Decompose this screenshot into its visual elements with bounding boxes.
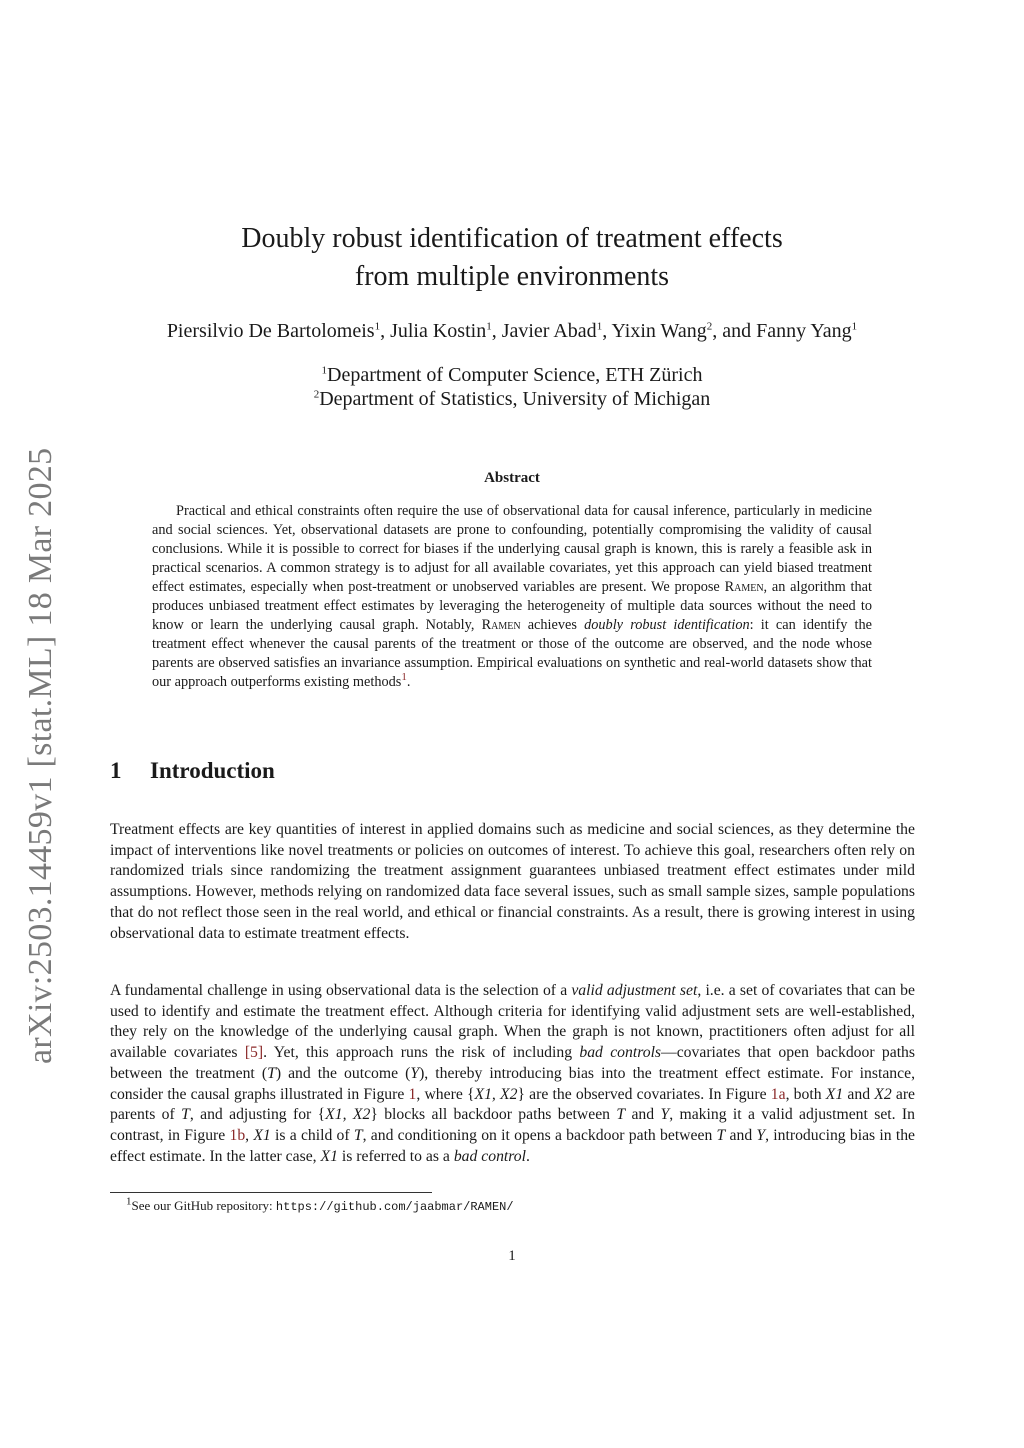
author-name: Javier Abad bbox=[501, 320, 597, 342]
affiliation-2: $^2$Department of Statistics, University of Michigan bbox=[313, 388, 711, 410]
method-name: Ramen bbox=[724, 579, 764, 595]
author-name: Julia Kostin bbox=[390, 320, 487, 342]
affiliation-1: $^1$Department of Computer Science, ETH Zürich bbox=[321, 364, 703, 386]
method-name: Ramen bbox=[481, 617, 521, 633]
figure-link[interactable]: 1b bbox=[229, 1126, 246, 1144]
footnote-link[interactable]: 1 bbox=[401, 671, 407, 684]
author-name: Piersilvio De Bartolomeis bbox=[166, 320, 375, 342]
author-list: Piersilvio De Bartolomeis$^1$, Julia Kostin$^1$, Javier Abad$^1$, Yixin Wang$^2$, and Fanny Yang$^1$ bbox=[166, 320, 858, 342]
section-heading: 1 Introduction bbox=[110, 758, 275, 783]
footnote: $^1$See our GitHub repository: https://github.com/jaabmar/RAMEN/ bbox=[126, 1195, 514, 1214]
footnote-divider bbox=[110, 1192, 432, 1193]
figure-link[interactable]: 1a bbox=[770, 1085, 786, 1103]
github-url-link[interactable]: https://github.com/jaabmar/RAMEN/ bbox=[275, 1200, 514, 1214]
figure-link[interactable]: 1 bbox=[408, 1085, 417, 1103]
arxiv-identifier: arXiv:2503.14459v1 [stat.ML] 18 Mar 2025 bbox=[22, 447, 59, 1064]
title-line-2: from multiple environments bbox=[354, 261, 670, 292]
page-number: 1 bbox=[508, 1248, 516, 1264]
author-name: Fanny Yang bbox=[756, 320, 852, 342]
title-line-1: Doubly robust identification of treatment effects bbox=[241, 223, 783, 254]
abstract-text: Practical and ethical constraints often require the use of observational data for causal inference, particularly in medicine and social sciences. Yet, observational datasets are prone to confounding, potentially compromising the validity of causal conclusions. While it is possible to correct for biases if the underlying causal graph is known, this is rarely a feasible ask in practical scenarios. A common strategy is to adjust for all available covariates, yet this approach can yield biased treatment effect estimates, especially when post-treatment or unobserved variables are present. We propose Ramen, an algorithm that produces unbiased treatment effect estimates by leveraging the heterogeneity of multiple data sources without the need to know or learn the underlying causal graph. Notably, Ramen achieves doubly robust identification: it can identify the treatment effect whenever the causal parents of the treatment or those of the outcome are observed, and the node whose parents are observed satisfies an invariance assumption. Empirical evaluations on synthetic and real-world datasets show that our approach outperforms existing methods$^1$. bbox=[152, 503, 872, 690]
intro-paragraph-1: Treatment effects are key quantities of interest in applied domains such as medicine and social sciences, as they determine the impact of interventions like novel treatments or policies on outcomes of interest. To achieve this goal, researchers often rely on randomized trials since randomizing the treatment assignment guarantees unbiased treatment effect estimates under mild assumptions. However, methods relying on randomized data face several issues, such as small sample sizes, sample populations that do not reflect those seen in the real world, and ethical or financial constraints. As a result, there is growing interest in using observational data to estimate treatment effects. bbox=[110, 821, 915, 942]
intro-paragraph-2: A fundamental challenge in using observational data is the selection of a valid adjustment set, i.e. a set of covariates that can be used to identify and estimate the treatment effect. Although criteria for identifying valid adjustment sets are well-established, they rely on the knowledge of the underlying causal graph. When the graph is not known, practitioners often adjust for all available covariates [5]. Yet, this approach runs the risk of including bad controls—covariates that open backdoor paths between the treatment (T) and the outcome (Y), thereby introducing bias into the treatment effect estimate. For instance, consider the causal graphs illustrated in Figure 1, where {X1, X2} are the observed covariates. In Figure 1a, both X1 and X2 are parents of T, and adjusting for {X1, X2} blocks all backdoor paths between T and Y, making it a valid adjustment set. In contrast, in Figure 1b, X1 is a child of T, and conditioning on it opens a backdoor path between T and Y, introducing bias in the effect estimate. In the latter case, X1 is referred to as a bad control. bbox=[110, 982, 916, 1165]
abstract-heading: Abstract bbox=[484, 470, 540, 486]
author-name: Yixin Wang bbox=[611, 320, 707, 342]
paper-title bbox=[0, 220, 1024, 296]
citation-link[interactable]: [5] bbox=[244, 1044, 264, 1062]
